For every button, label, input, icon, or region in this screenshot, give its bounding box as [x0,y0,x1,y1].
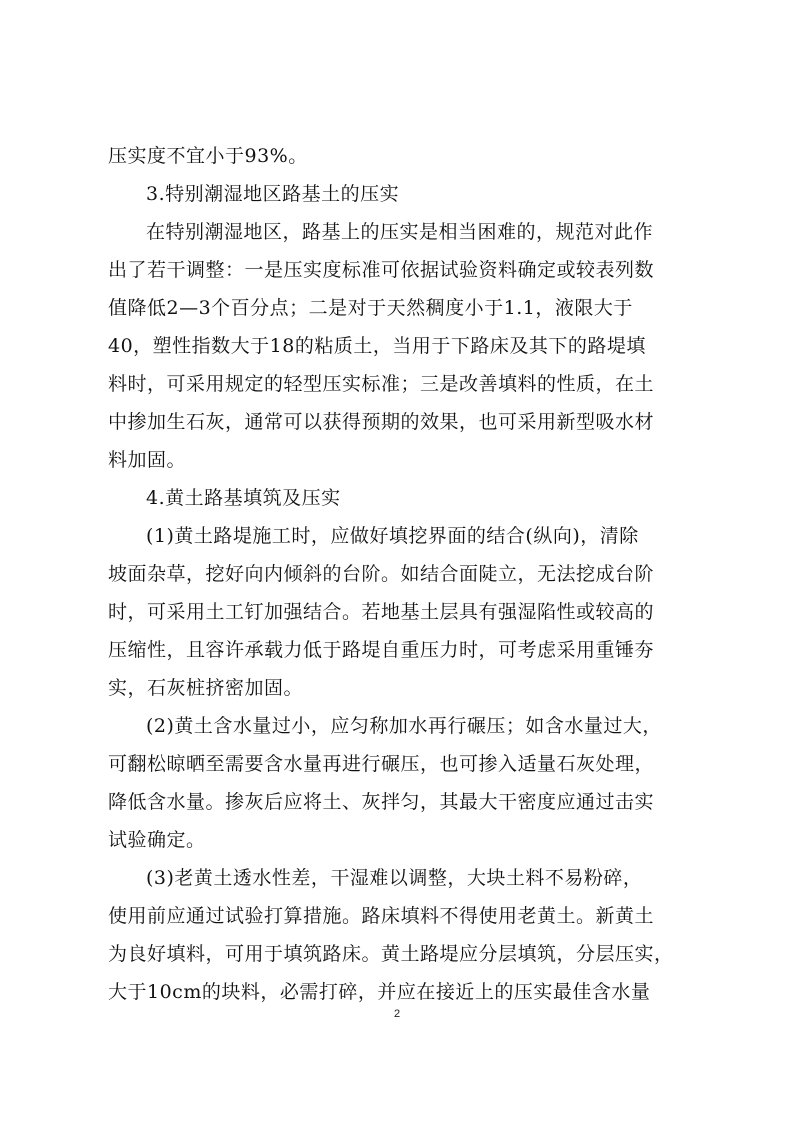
text-line: 坡面杂草，挖好向内倾斜的台阶。如结合面陡立，无法挖成台阶 [108,563,655,585]
text-line: 压实度不宜小于93%。 [108,145,308,167]
text-line: (3)老黄土透水性差，干湿难以调整，大块土料不易粉碎， [146,867,643,889]
text-line: 可翻松晾晒至需要含水量再进行碾压，也可掺入适量石灰处理， [108,753,655,775]
section-heading: 3.特别潮湿地区路基土的压实 [146,183,400,205]
text-line: 实，石灰桩挤密加固。 [108,677,304,699]
text-line: 40，塑性指数大于18的粘质土，当用于下路床及其下的路堤填 [108,335,646,357]
text-line: 压缩性，且容许承载力低于路堤自重压力时，可考虑采用重锤夯 [108,639,655,661]
text-line: 试验确定。 [108,829,206,851]
text-line: 在特别潮湿地区，路基上的压实是相当困难的，规范对此作 [146,221,654,243]
text-line: 料加固。 [108,449,187,471]
text-line: 值降低2—3个百分点；二是对于天然稠度小于1.1，液限大于 [108,297,633,319]
page-number: 2 [393,1008,401,1020]
text-line: (2)黄土含水量过小，应匀称加水再行碾压；如含水量过大， [146,715,662,737]
section-heading: 4.黄土路基填筑及压实 [146,487,341,509]
text-line: 使用前应通过试验打算措施。路床填料不得使用老黄土。新黄土 [108,905,655,927]
text-line: 出了若干调整：一是压实度标准可依据试验资料确定或较表列数 [108,259,655,281]
text-line: 时，可采用土工钉加强结合。若地基土层具有强湿陷性或较高的 [108,601,655,623]
text-line: 大于10cm的块料，必需打碎，并应在接近上的压实最佳含水量 [108,981,651,1003]
text-line: 中掺加生石灰，通常可以获得预期的效果，也可采用新型吸水材 [108,411,655,433]
text-line: 降低含水量。掺灰后应将土、灰拌匀，其最大干密度应通过击实 [108,791,655,813]
text-line: (1)黄土路堤施工时，应做好填挖界面的结合(纵向)，清除 [146,525,639,547]
text-line: 料时，可采用规定的轻型压实标准；三是改善填料的性质，在土 [108,373,655,395]
text-line: 为良好填料，可用于填筑路床。黄土路堤应分层填筑，分层压实， [108,943,674,965]
